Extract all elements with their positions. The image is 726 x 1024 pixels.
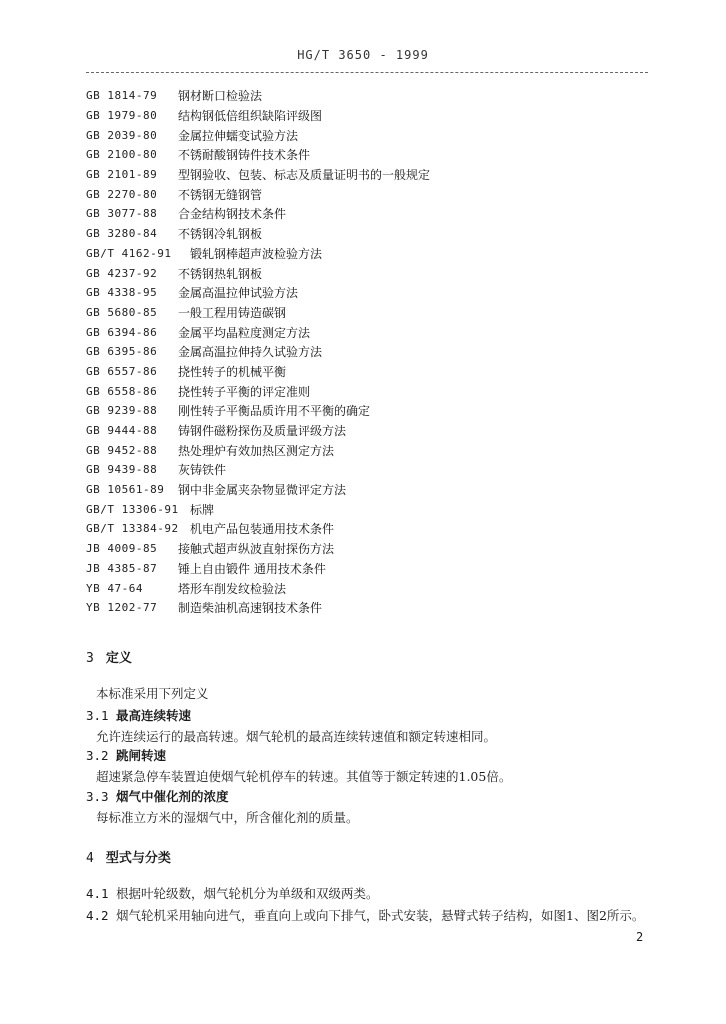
definition-3-2-heading bbox=[86, 746, 166, 764]
reference-item bbox=[86, 381, 646, 401]
header-divider bbox=[86, 72, 648, 73]
reference-item bbox=[86, 440, 646, 460]
reference-title: 塔形车削发纹检验法 bbox=[178, 581, 287, 596]
normative-references-list bbox=[86, 86, 646, 618]
reference-item bbox=[86, 480, 646, 500]
reference-item bbox=[86, 539, 646, 559]
reference-code: GB/T 13384-92 bbox=[86, 522, 179, 536]
page-number: 2 bbox=[636, 930, 644, 944]
reference-code: GB 6557-86 bbox=[86, 364, 158, 378]
reference-item bbox=[86, 499, 646, 519]
definition-3-3-term: 烟气中催化剂的浓度 bbox=[116, 789, 229, 804]
reference-title: 合金结构钢技术条件 bbox=[178, 207, 287, 222]
reference-title: 刚性转子平衡品质许用不平衡的确定 bbox=[178, 404, 371, 419]
clause-4-1-number: 4.1 bbox=[86, 886, 109, 901]
reference-title: 金属高温拉伸试验方法 bbox=[178, 286, 299, 301]
clause-4-2-text: 烟气轮机采用轴向进气，垂直向上或向下排气，卧式安装，悬臂式转子结构，如图1、图2所示。 bbox=[116, 908, 645, 923]
section-4-heading bbox=[86, 847, 171, 866]
reference-item bbox=[86, 303, 646, 323]
reference-item bbox=[86, 421, 646, 441]
reference-title: 制造柴油机高速钢技术条件 bbox=[178, 601, 323, 616]
reference-code: GB 9439-88 bbox=[86, 463, 158, 477]
reference-title: 热处理炉有效加热区测定方法 bbox=[178, 443, 335, 458]
reference-item bbox=[86, 460, 646, 480]
reference-code: GB 5680-85 bbox=[86, 305, 158, 319]
section-4-number: 4 bbox=[86, 851, 94, 866]
standard-code-header: HG/T 3650 - 1999 bbox=[297, 48, 429, 62]
reference-title: 金属拉伸蠕变试验方法 bbox=[178, 128, 299, 143]
reference-item bbox=[86, 165, 646, 185]
clause-4-2 bbox=[86, 906, 644, 924]
reference-title: 接触式超声纵波直射探伤方法 bbox=[178, 542, 335, 557]
reference-code: JB 4385-87 bbox=[86, 561, 158, 575]
reference-item bbox=[86, 283, 646, 303]
reference-title: 钢中非金属夹杂物显微评定方法 bbox=[178, 483, 347, 498]
reference-item bbox=[86, 578, 646, 598]
section-3-title: 定义 bbox=[105, 651, 132, 666]
reference-item bbox=[86, 263, 646, 283]
definition-3-1-term: 最高连续转速 bbox=[116, 708, 192, 723]
definition-3-1-number: 3.1 bbox=[86, 708, 109, 723]
reference-item bbox=[86, 86, 646, 106]
reference-code: GB 9452-88 bbox=[86, 443, 158, 457]
reference-title: 型钢验收、包装、标志及质量证明书的一般规定 bbox=[178, 168, 431, 183]
reference-item bbox=[86, 519, 646, 539]
definition-3-1-text: 允许连续运行的最高转速。烟气轮机的最高连续转速值和额定转速相同。 bbox=[96, 729, 497, 744]
reference-code: GB 6558-86 bbox=[86, 384, 158, 398]
definition-3-1-heading bbox=[86, 706, 191, 724]
reference-title: 钢材断口检验法 bbox=[178, 89, 263, 104]
reference-code: YB 47-64 bbox=[86, 581, 143, 595]
definition-3-2-term: 跳闸转速 bbox=[116, 748, 167, 763]
reference-code: GB 4338-95 bbox=[86, 286, 158, 300]
reference-item bbox=[86, 106, 646, 126]
definition-3-2-number: 3.2 bbox=[86, 748, 109, 763]
clause-4-1-text: 根据叶轮级数，烟气轮机分为单级和双级两类。 bbox=[116, 886, 379, 901]
section-3-intro: 本标准采用下列定义 bbox=[96, 686, 209, 701]
reference-code: GB/T 13306-91 bbox=[86, 502, 179, 516]
reference-title: 不锈钢冷轧钢板 bbox=[178, 227, 263, 242]
reference-item bbox=[86, 125, 646, 145]
reference-item bbox=[86, 598, 646, 618]
reference-item bbox=[86, 362, 646, 382]
clause-4-1 bbox=[86, 884, 379, 902]
reference-code: GB 1814-79 bbox=[86, 89, 158, 103]
reference-code: GB 9444-88 bbox=[86, 424, 158, 438]
definition-3-3-number: 3.3 bbox=[86, 789, 109, 804]
reference-code: JB 4009-85 bbox=[86, 542, 158, 556]
reference-item bbox=[86, 145, 646, 165]
reference-title: 金属高温拉伸持久试验方法 bbox=[178, 345, 323, 360]
reference-title: 锤上自由锻件 通用技术条件 bbox=[178, 561, 326, 576]
reference-code: GB 3077-88 bbox=[86, 207, 158, 221]
reference-item bbox=[86, 322, 646, 342]
reference-title: 标牌 bbox=[190, 502, 215, 517]
reference-item bbox=[86, 401, 646, 421]
reference-item bbox=[86, 184, 646, 204]
reference-code: GB 1979-80 bbox=[86, 109, 158, 123]
section-4-title: 型式与分类 bbox=[105, 851, 171, 866]
reference-code: GB 6395-86 bbox=[86, 345, 158, 359]
reference-code: GB 2270-80 bbox=[86, 187, 158, 201]
reference-code: GB 2039-80 bbox=[86, 128, 158, 142]
reference-code: GB 9239-88 bbox=[86, 404, 158, 418]
clause-4-2-number: 4.2 bbox=[86, 908, 109, 923]
reference-title: 不锈钢热轧钢板 bbox=[178, 266, 263, 281]
section-3-heading bbox=[86, 647, 132, 666]
reference-item bbox=[86, 204, 646, 224]
reference-title: 灰铸铁件 bbox=[178, 463, 227, 478]
reference-title: 锻轧钢棒超声波检验方法 bbox=[190, 246, 323, 261]
reference-title: 铸钢件磁粉探伤及质量评级方法 bbox=[178, 424, 347, 439]
definition-3-2-text: 超速紧急停车装置迫使烟气轮机停车的转速。其值等于额定转速的1.05倍。 bbox=[96, 769, 512, 784]
definition-3-3-text: 每标准立方米的湿烟气中，所含催化剂的质量。 bbox=[96, 810, 359, 825]
reference-title: 不锈耐酸钢铸件技术条件 bbox=[178, 148, 311, 163]
reference-title: 挠性转子平衡的评定准则 bbox=[178, 384, 311, 399]
definition-3-3-heading bbox=[86, 787, 229, 805]
reference-code: GB 10561-89 bbox=[86, 483, 165, 497]
reference-title: 一般工程用铸造碳钢 bbox=[178, 305, 287, 320]
section-3-number: 3 bbox=[86, 651, 94, 666]
reference-item bbox=[86, 559, 646, 579]
reference-code: GB 4237-92 bbox=[86, 266, 158, 280]
reference-code: GB/T 4162-91 bbox=[86, 246, 172, 260]
reference-title: 金属平均晶粒度测定方法 bbox=[178, 325, 311, 340]
reference-code: GB 6394-86 bbox=[86, 325, 158, 339]
reference-title: 挠性转子的机械平衡 bbox=[178, 364, 287, 379]
reference-code: GB 2101-89 bbox=[86, 168, 158, 182]
reference-item bbox=[86, 224, 646, 244]
reference-title: 机电产品包装通用技术条件 bbox=[190, 522, 335, 537]
reference-item bbox=[86, 244, 646, 264]
reference-item bbox=[86, 342, 646, 362]
reference-code: YB 1202-77 bbox=[86, 601, 158, 615]
reference-title: 结构钢低倍组织缺陷评级图 bbox=[178, 109, 323, 124]
reference-code: GB 3280-84 bbox=[86, 227, 158, 241]
reference-title: 不锈钢无缝钢管 bbox=[178, 187, 263, 202]
reference-code: GB 2100-80 bbox=[86, 148, 158, 162]
